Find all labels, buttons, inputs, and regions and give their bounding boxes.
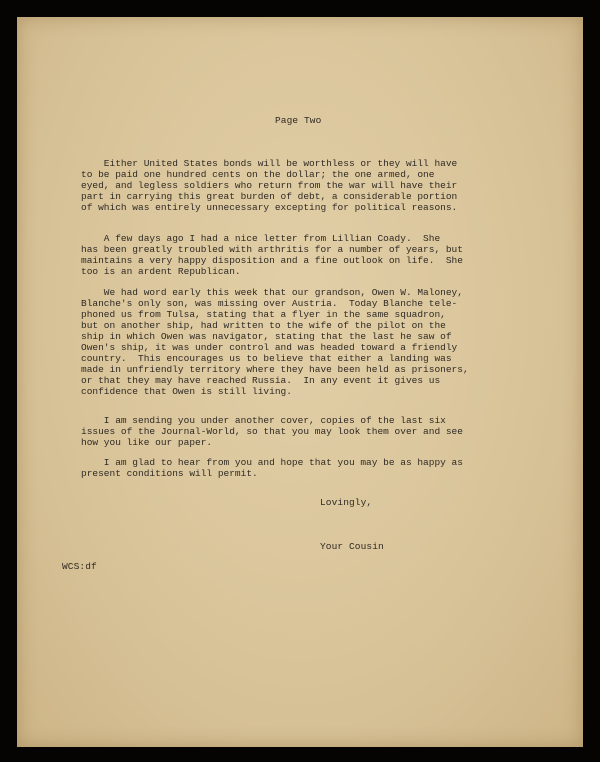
letter-page (17, 17, 583, 747)
paragraph-bonds (81, 158, 457, 213)
paragraph-lillian (81, 233, 463, 277)
paragraph-journal (81, 415, 463, 448)
text-line: Blanche's only son, was missing over Austria. Today Blanche tele- (81, 298, 458, 309)
text-line: or that they may have reached Russia. In any event it gives us (81, 375, 441, 386)
text-line: Owen's ship, it was under control and was headed toward a friendly (81, 342, 458, 353)
text-line: A few days ago I had a nice letter from Lillian Coady. She (81, 233, 441, 244)
text-line: ship in which Owen was navigator, stating that the last he saw of (81, 331, 452, 342)
text-line: We had word early this week that our grandson, Owen W. Maloney, (81, 287, 463, 298)
text-line: phoned us from Tulsa, stating that a flyer in the same squadron, (81, 309, 446, 320)
text-line: confidence that Owen is still living. (81, 386, 292, 397)
text-line: I am glad to hear from you and hope that you may be as happy as (81, 457, 463, 468)
text-line: I am sending you under another cover, copies of the last six (81, 415, 446, 426)
text-line: has been greatly troubled with arthritis for a number of years, but (81, 244, 463, 255)
paragraph-closing-wish (81, 457, 463, 479)
text-line: of which was entirely unnecessary excepting for political reasons. (81, 202, 458, 213)
typist-initials: WCS:df (62, 561, 97, 572)
text-line: issues of the Journal-World, so that you may look them over and see (81, 426, 463, 437)
page-heading: Page Two (275, 115, 322, 126)
text-line: but on another ship, had written to the wife of the pilot on the (81, 320, 446, 331)
text-line: to be paid one hundred cents on the dollar; the one armed, one (81, 169, 435, 180)
text-line: maintains a very happy disposition and a fine outlook on life. She (81, 255, 463, 266)
text-line: too is an ardent Republican. (81, 266, 241, 277)
text-line: present conditions will permit. (81, 468, 258, 479)
text-line: part in carrying this great burden of debt, a considerable portion (81, 191, 458, 202)
text-line: how you like our paper. (81, 437, 213, 448)
closing-salutation: Lovingly, (320, 497, 373, 508)
paragraph-owen (81, 287, 469, 397)
signature-line: Your Cousin (320, 541, 384, 552)
text-line: Either United States bonds will be worthless or they will have (81, 158, 458, 169)
text-line: eyed, and legless soldiers who return from the war will have their (81, 180, 458, 191)
text-line: country. This encourages us to believe that either a landing was (81, 353, 452, 364)
text-line: made in unfriendly territory where they have been held as prisoners, (81, 364, 469, 375)
